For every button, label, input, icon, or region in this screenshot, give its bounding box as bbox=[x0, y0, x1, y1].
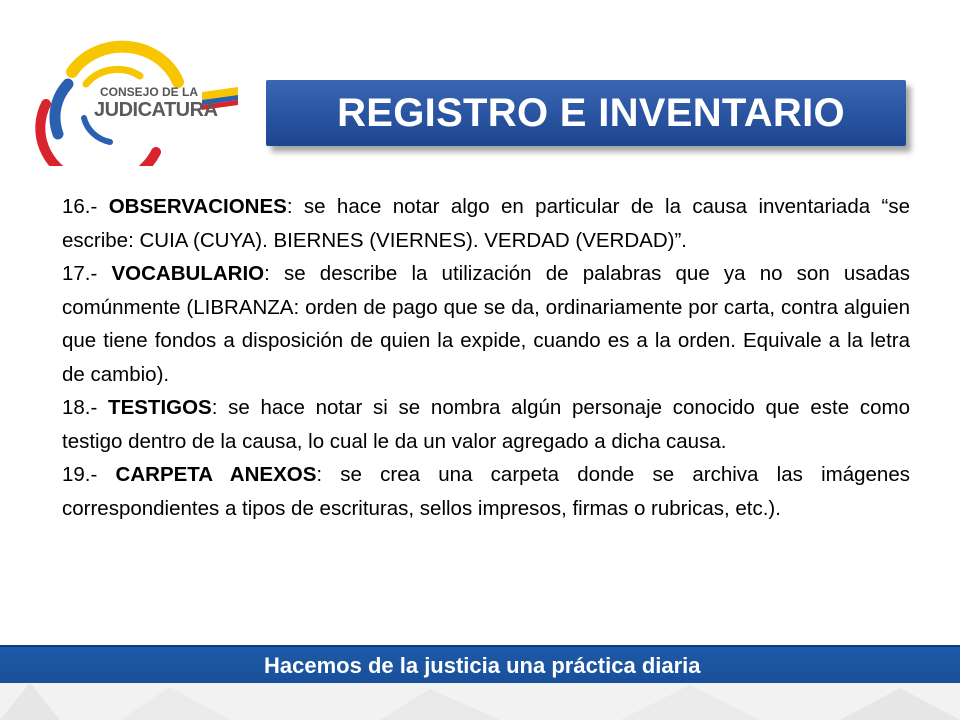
item-term: VOCABULARIO bbox=[111, 262, 265, 285]
item-number: 17.- bbox=[62, 262, 98, 285]
item-term: OBSERVACIONES bbox=[108, 195, 287, 218]
page-title: REGISTRO E INVENTARIO bbox=[337, 90, 845, 135]
bottom-decoration bbox=[0, 683, 960, 720]
item-text: : se hace notar algo en particular de la causa inventariada “se escribe: CUIA (CUYA). BIERNES (VIERNES). VERDAD (VERDAD)”. bbox=[62, 195, 910, 252]
footer-slogan: Hacemos de la justicia una práctica diaria bbox=[264, 653, 701, 678]
list-item bbox=[62, 391, 910, 458]
logo-line2: JUDICATURA bbox=[94, 99, 218, 121]
consejo-judicatura-logo bbox=[28, 26, 248, 166]
list-item bbox=[62, 190, 910, 257]
logo-line1: CONSEJO DE LA bbox=[100, 85, 199, 99]
item-text: : se describe la utilización de palabras que ya no son usadas comúnmente (LIBRANZA: orden de pago que se da, ordinariamente por carta, contra alguien que tiene fondos a disposición de quien la expide, cuando es a la orden. Equivale a la letra de cambio). bbox=[62, 262, 910, 386]
item-term: TESTIGOS bbox=[108, 396, 212, 419]
content-body bbox=[62, 190, 910, 525]
item-text: : se hace notar si se nombra algún personaje conocido que este como testigo dentro de la causa, lo cual le da un valor agregado a dicha causa. bbox=[62, 396, 910, 453]
footer-bar bbox=[0, 645, 960, 687]
title-banner bbox=[266, 80, 906, 146]
item-text: : se crea una carpeta donde se archiva las imágenes correspondientes a tipos de escrituras, sellos impresos, firmas o rubricas, etc.). bbox=[62, 463, 910, 520]
item-number: 19.- bbox=[62, 463, 98, 486]
list-item bbox=[62, 458, 910, 525]
item-number: 16.- bbox=[62, 195, 98, 218]
item-number: 18.- bbox=[62, 396, 98, 419]
list-item bbox=[62, 257, 910, 391]
item-term: CARPETA ANEXOS bbox=[115, 463, 317, 486]
